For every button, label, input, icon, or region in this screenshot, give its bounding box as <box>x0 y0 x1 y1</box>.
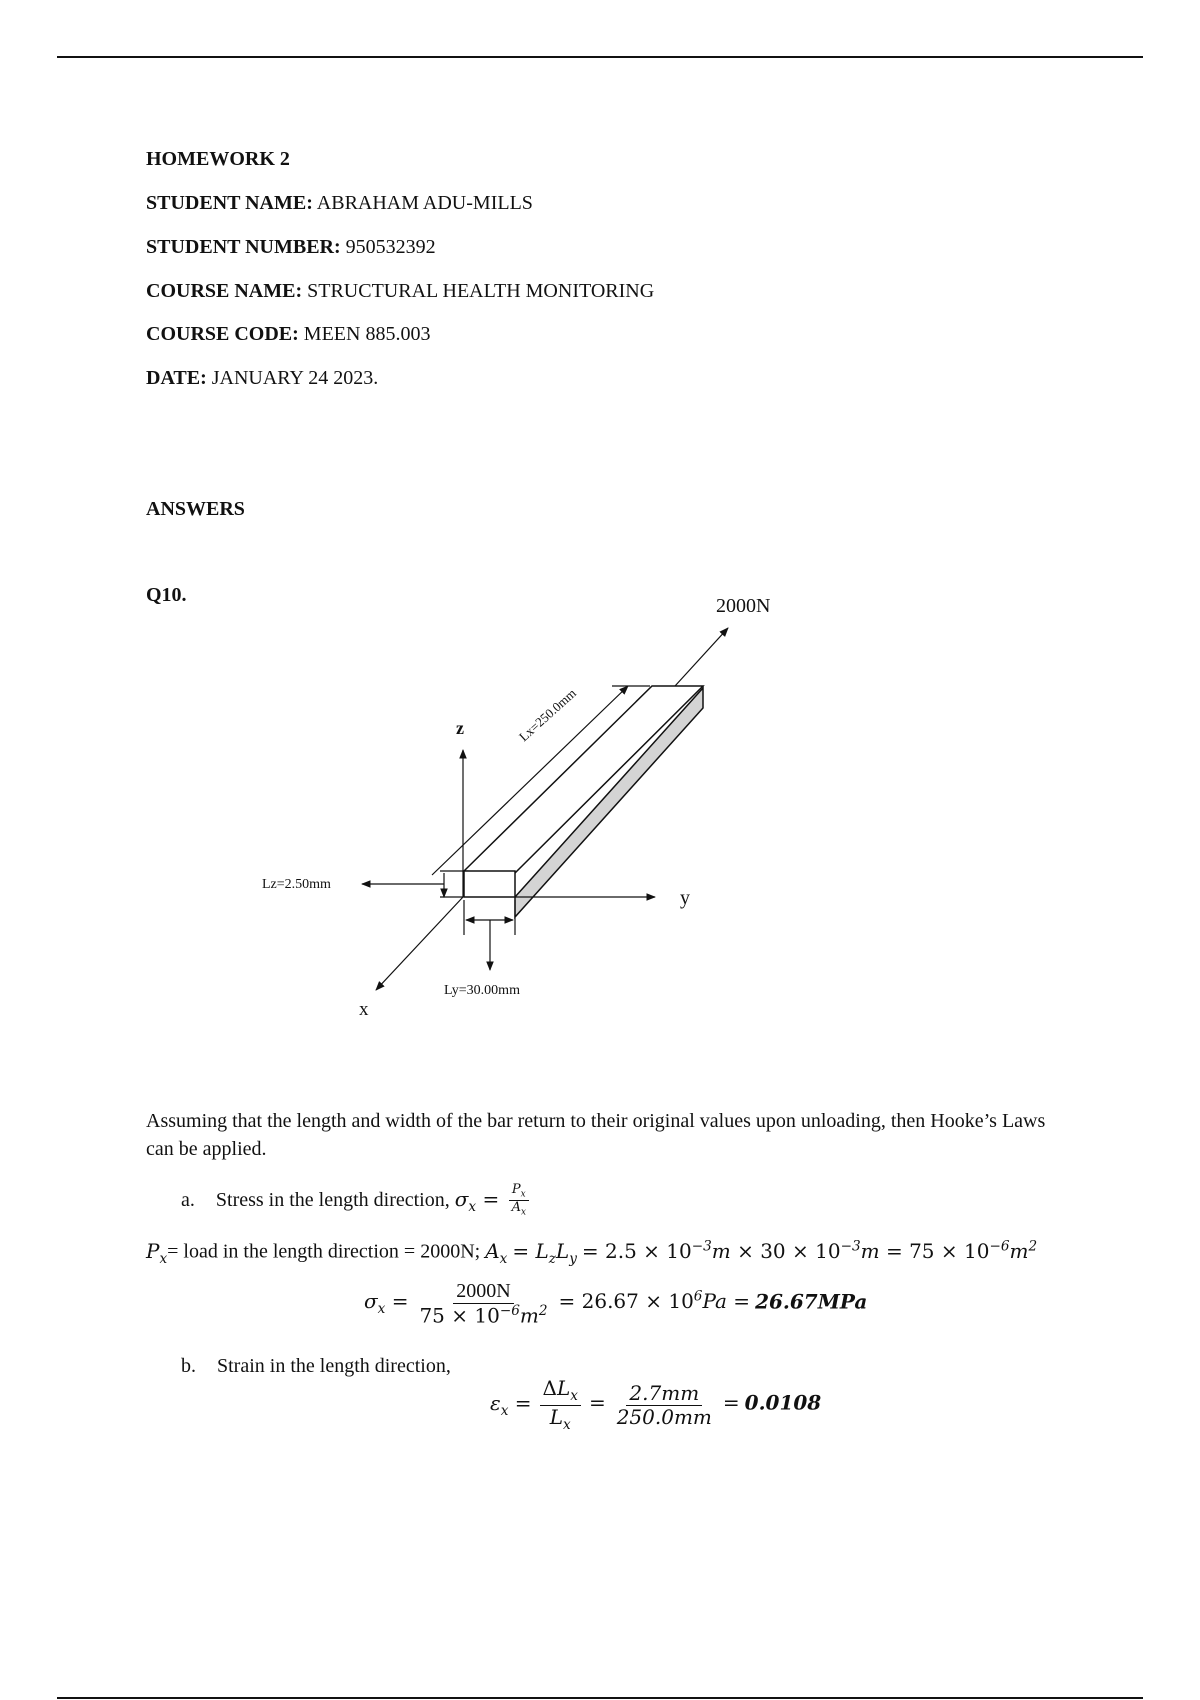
area-value: = $2.5 \times 10^{-3}m \times 30 \times 10^{-3}m = 75 \times 10^{-6}m^2$ <box>581 1238 1038 1263</box>
x-axis <box>376 897 463 990</box>
force-arrow <box>675 628 728 686</box>
part-a-marker: a. <box>181 1188 195 1211</box>
force-label: 2000N <box>716 595 771 617</box>
load-area-line: $P_x=$ load in the length direction = 2000N; $A_x = L_zL_y = 2.5 \times 10^{-3}m \times 30 \times 10^{-3}m = 75 \times 10^{-6}m^2$ <box>146 1238 1038 1267</box>
bar-top-face <box>464 686 703 873</box>
course-name-value: STRUCTURAL HEALTH MONITORING <box>307 280 655 302</box>
load-definition: = load in the length direction = 2000N; <box>167 1240 481 1263</box>
stress-formula: $\sigma_x$ = $\frac{P_x}{A_x}$ <box>455 1187 532 1211</box>
part-b-text: Strain in the length direction, <box>217 1355 451 1377</box>
part-b-line <box>181 1355 451 1378</box>
area-equation: = $L_zL_y$ <box>512 1238 577 1267</box>
student-number-label: STUDENT NUMBER: <box>146 236 341 258</box>
student-name-value: ABRAHAM ADU-MILLS <box>316 192 533 214</box>
strain-fraction-symbolic: $\frac{\Delta L_x}{L_x}$ <box>540 1377 581 1433</box>
answers-heading: ANSWERS <box>146 498 245 520</box>
course-name-label: COURSE NAME: <box>146 280 303 302</box>
strain-calculation: $\varepsilon_x$ = $\frac{\Delta L_x}{L_x}$ = $\frac{2.7mm}{250.0mm}$ = 0.0108 <box>490 1376 822 1433</box>
z-axis-label: z <box>456 718 464 738</box>
y-axis-label: y <box>680 887 690 909</box>
x-axis-label: x <box>359 999 369 1020</box>
student-name-label: STUDENT NAME: <box>146 192 313 214</box>
stress-result: = $26.67 \times 10^6Pa$ = <box>558 1288 751 1314</box>
question-label: Q10. <box>146 584 187 606</box>
part-a-text: Stress in the length direction, <box>215 1188 450 1211</box>
course-code-value: MEEN 885.003 <box>303 323 431 345</box>
stress-calculation: $\sigma_x$ = $\frac{2000N}{75 \times 10^{-6}m^2}$ = $26.67 \times 10^6Pa = 26.67MPa$ <box>364 1280 868 1328</box>
date-label: DATE: <box>146 367 207 389</box>
homework-title: HOMEWORK 2 <box>146 148 290 170</box>
student-number-value: 950532392 <box>345 236 436 258</box>
bar-front-face <box>464 871 515 897</box>
course-code-label: COURSE CODE: <box>146 323 299 345</box>
stress-fraction: $\frac{2000N}{75 \times 10^{-6}m^2}$ <box>419 1280 548 1328</box>
date-value: JANUARY 24 2023. <box>211 367 379 389</box>
length-dimension-label: Lx=250.0mm <box>515 685 579 745</box>
strain-answer: 0.0108 <box>744 1390 822 1415</box>
width-dimension-label: Ly=30.00mm <box>444 983 520 998</box>
stress-answer: 26.67MPa <box>755 1289 868 1314</box>
bottom-rule <box>57 1697 1143 1699</box>
part-b-marker: b. <box>181 1355 196 1377</box>
strain-fraction-numeric: $\frac{2.7mm}{250.0mm}$ <box>616 1380 712 1429</box>
thickness-dimension-label: Lz=2.50mm <box>262 877 331 892</box>
intro-paragraph: Assuming that the length and width of the bar return to their original values upon unloading, then Hooke’s Laws can be applied. <box>146 1110 1046 1160</box>
part-a-line <box>181 1183 532 1218</box>
